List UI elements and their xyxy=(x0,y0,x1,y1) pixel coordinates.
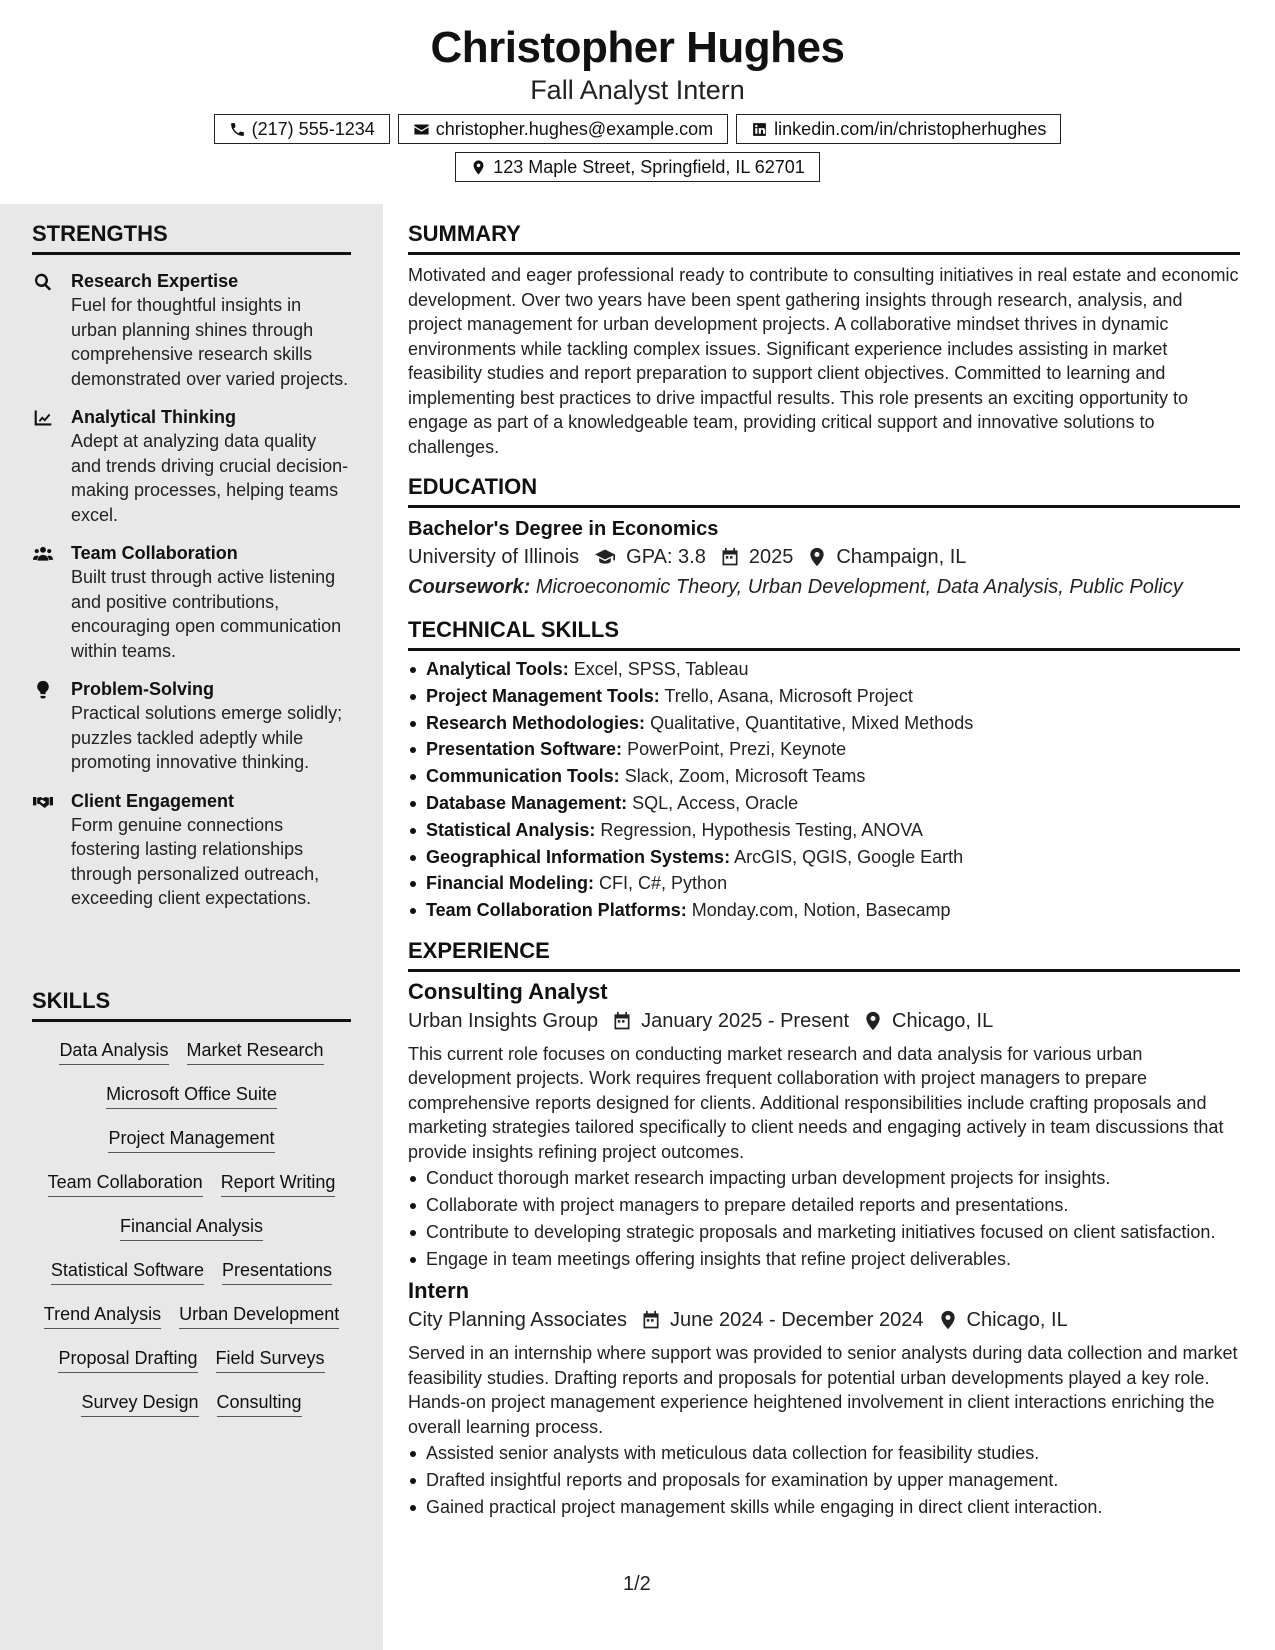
email-chip[interactable] xyxy=(398,114,728,144)
skill-value: Monday.com, Notion, Basecamp xyxy=(691,900,951,921)
skill-value: ArcGIS, QGIS, Google Earth xyxy=(734,846,964,867)
skill-tag: Market Research xyxy=(187,1038,324,1065)
skill-tag: Data Analysis xyxy=(59,1038,168,1065)
skills-title: SKILLS xyxy=(32,987,351,1022)
skill-tag: Financial Analysis xyxy=(120,1214,263,1241)
list-item xyxy=(408,898,1240,923)
skill-value: SQL, Access, Oracle xyxy=(632,792,799,813)
summary-section xyxy=(408,220,1240,459)
job-description: Served in an internship where support was provided to senior analysts during data collection and market feasibility studies. Drafting reports and proposals for potential urban developments played a key role. Hands-on project management experience heightened involvement in client interactions enriching the overall learning process. xyxy=(408,1343,1238,1437)
skills-list xyxy=(32,1030,351,1426)
list-item xyxy=(408,871,1240,896)
job-title: Intern xyxy=(408,1278,470,1304)
gpa-text: GPA: 3.8 xyxy=(626,546,706,568)
strength-item xyxy=(32,269,351,391)
skill-label: Research Methodologies: xyxy=(426,712,646,733)
strength-item xyxy=(32,541,351,663)
address-text: 123 Maple Street, Springfield, IL 62701 xyxy=(493,156,805,177)
chart-line-icon xyxy=(32,408,54,428)
skill-label: Statistical Analysis: xyxy=(426,819,596,840)
main-content xyxy=(408,204,1240,1521)
strength-item xyxy=(32,677,351,775)
skill-tag: Presentations xyxy=(222,1258,332,1285)
page-number: 1/2 xyxy=(623,1573,651,1595)
experience-section xyxy=(408,937,1240,1519)
map-pin-icon xyxy=(470,159,487,176)
job-bullets xyxy=(408,1166,1240,1271)
technical-skills-section xyxy=(408,616,1240,923)
skill-tag: Urban Development xyxy=(179,1302,339,1329)
skill-tag: Survey Design xyxy=(81,1390,198,1417)
envelope-icon xyxy=(413,121,430,138)
phone-icon xyxy=(229,121,246,138)
list-item: Collaborate with project managers to prepare detailed reports and presentations. xyxy=(408,1193,1240,1218)
skill-value: Slack, Zoom, Microsoft Teams xyxy=(624,766,866,787)
graduation-cap-icon xyxy=(593,547,617,567)
skills-section xyxy=(32,987,351,1426)
job-bullets xyxy=(408,1441,1240,1519)
skill-label: Financial Modeling: xyxy=(426,873,595,894)
skill-value: Qualitative, Quantitative, Mixed Methods xyxy=(650,712,974,733)
skill-tag: Project Management xyxy=(108,1126,274,1153)
coursework-line xyxy=(408,572,1240,602)
school-location: Champaign, IL xyxy=(836,546,967,568)
summary-title: SUMMARY xyxy=(408,220,1240,255)
candidate-role: Fall Analyst Intern xyxy=(530,75,745,105)
skill-tag: Report Writing xyxy=(221,1170,336,1197)
strength-title: Analytical Thinking xyxy=(71,407,237,427)
skill-value: Trello, Asana, Microsoft Project xyxy=(664,685,913,706)
skill-value: Regression, Hypothesis Testing, ANOVA xyxy=(600,819,923,840)
resume-header xyxy=(0,0,1275,204)
calendar-icon xyxy=(641,1310,661,1330)
strength-desc: Form genuine connections fostering lasting relationships through personalized outreach, exceeding client expectations. xyxy=(71,814,320,908)
strength-title: Team Collaboration xyxy=(71,543,238,563)
job-location: Chicago, IL xyxy=(892,1009,994,1032)
search-icon xyxy=(32,272,54,292)
skill-value: PowerPoint, Prezi, Keynote xyxy=(627,739,847,760)
sidebar xyxy=(0,204,383,1650)
phone-text: (217) 555-1234 xyxy=(251,118,375,139)
graduation-year: 2025 xyxy=(748,546,794,568)
skill-label: Project Management Tools: xyxy=(426,685,660,706)
linkedin-icon xyxy=(751,121,768,138)
strength-desc: Fuel for thoughtful insights in urban planning shines through comprehensive research skills demonstrated over varied projects. xyxy=(71,295,349,389)
lightbulb-icon xyxy=(32,680,54,700)
list-item: Assisted senior analysts with meticulous data collection for feasibility studies. xyxy=(408,1441,1240,1466)
skill-tag: Microsoft Office Suite xyxy=(106,1082,277,1109)
strength-desc: Practical solutions emerge solidly; puzzles tackled adeptly while promoting innovative thinking. xyxy=(71,703,343,772)
job-entry xyxy=(408,978,1240,1271)
strengths-section xyxy=(32,220,351,911)
skill-label: Communication Tools: xyxy=(426,766,620,787)
job-location: Chicago, IL xyxy=(966,1309,1068,1332)
list-item: Gained practical project management skills while engaging in direct client interaction. xyxy=(408,1495,1240,1520)
list-item: Contribute to developing strategic proposals and marketing initiatives focused on client satisfaction. xyxy=(408,1220,1240,1245)
map-pin-icon xyxy=(938,1310,958,1330)
email-text: christopher.hughes@example.com xyxy=(435,118,714,139)
school-name: University of Illinois xyxy=(408,546,580,568)
skill-label: Analytical Tools: xyxy=(426,659,569,679)
list-item xyxy=(408,818,1240,843)
linkedin-chip[interactable] xyxy=(736,114,1061,144)
skill-tag: Trend Analysis xyxy=(44,1302,161,1329)
skill-value: Excel, SPSS, Tableau xyxy=(573,659,749,679)
job-title: Consulting Analyst xyxy=(408,978,608,1004)
job-dates: January 2025 - Present xyxy=(641,1009,850,1032)
list-item xyxy=(408,657,1240,682)
address-chip[interactable] xyxy=(455,152,820,182)
technical-skills-list xyxy=(408,657,1240,923)
job-description: This current role focuses on conducting market research and data analysis for various urban development projects. Work requires frequent collaboration with project managers to prepare comprehensive reports designed for clients. Additional responsibilities include crafting proposals and marketing strategies tailored specifically to client needs and engaging actively in team discussions that provide insights refining project outcomes. xyxy=(408,1043,1224,1162)
skill-value: CFI, C#, Python xyxy=(599,873,728,894)
skill-label: Presentation Software: xyxy=(426,739,623,760)
strength-title: Client Engagement xyxy=(71,790,235,811)
degree-name: Bachelor's Degree in Economics xyxy=(408,518,719,540)
list-item xyxy=(408,845,1240,870)
skill-tag: Team Collaboration xyxy=(48,1170,203,1197)
education-title: EDUCATION xyxy=(408,473,1240,508)
strength-title: Research Expertise xyxy=(71,271,239,291)
calendar-icon xyxy=(612,1011,632,1031)
list-item: Drafted insightful reports and proposals for examination by upper management. xyxy=(408,1468,1240,1493)
list-item: Conduct thorough market research impacting urban development projects for insights. xyxy=(408,1166,1240,1191)
linkedin-text: linkedin.com/in/christopherhughes xyxy=(774,118,1047,139)
company-name: City Planning Associates xyxy=(408,1309,628,1332)
list-item xyxy=(408,791,1240,816)
handshake-icon xyxy=(32,792,54,812)
strength-title: Problem-Solving xyxy=(71,679,215,699)
strength-desc: Built trust through active listening and positive contributions, encouraging open communication within teams. xyxy=(71,567,342,661)
experience-title: EXPERIENCE xyxy=(408,937,1240,972)
job-dates: June 2024 - December 2024 xyxy=(670,1309,924,1332)
company-name: Urban Insights Group xyxy=(408,1009,599,1032)
job-meta xyxy=(408,1006,1240,1036)
contact-row xyxy=(0,114,1275,144)
map-pin-icon xyxy=(863,1011,883,1031)
skill-tag: Statistical Software xyxy=(51,1258,204,1285)
job-entry xyxy=(408,1277,1240,1519)
skill-label: Geographical Information Systems: xyxy=(426,846,731,867)
strength-item xyxy=(32,405,351,527)
education-section xyxy=(408,473,1240,602)
skill-tag: Field Surveys xyxy=(216,1346,325,1373)
candidate-name: Christopher Hughes xyxy=(430,23,845,72)
skill-tag: Consulting xyxy=(217,1390,302,1417)
users-icon xyxy=(32,544,54,564)
coursework-label: Coursework: xyxy=(408,576,531,598)
list-item xyxy=(408,684,1240,709)
skill-label: Team Collaboration Platforms: xyxy=(426,900,687,921)
skill-label: Database Management: xyxy=(426,792,628,813)
skill-tag: Proposal Drafting xyxy=(58,1346,197,1373)
list-item xyxy=(408,737,1240,762)
calendar-icon xyxy=(720,547,740,567)
list-item xyxy=(408,711,1240,736)
coursework-text: Microeconomic Theory, Urban Development, Data Analysis, Public Policy xyxy=(535,576,1183,598)
strength-desc: Adept at analyzing data quality and trends driving crucial decision-making processes, helping teams excel. xyxy=(71,431,349,525)
list-item xyxy=(408,764,1240,789)
map-pin-icon xyxy=(807,547,827,567)
phone-chip[interactable] xyxy=(214,114,390,144)
strength-item xyxy=(32,789,351,911)
strengths-title: STRENGTHS xyxy=(32,220,351,255)
education-meta xyxy=(408,542,1240,572)
list-item: Engage in team meetings offering insights that refine project deliverables. xyxy=(408,1247,1240,1272)
job-meta xyxy=(408,1305,1240,1335)
technical-skills-title: TECHNICAL SKILLS xyxy=(408,616,1240,651)
summary-text: Motivated and eager professional ready to contribute to consulting initiatives in real estate and economic development. Over two years have been spent gathering insights through research, analysis, and project management for urban development projects. A collaborative mindset thrives in dynamic environments while tackling complex issues. Significant experience includes assisting in market feasibility studies and report preparation to support client objectives. Committed to learning and implementing best practices to drive impactful results. This role presents an exciting opportunity to engage as part of a knowledgeable team, providing critical support and innovative solutions to challenges. xyxy=(408,265,1239,457)
address-row xyxy=(0,152,1275,182)
